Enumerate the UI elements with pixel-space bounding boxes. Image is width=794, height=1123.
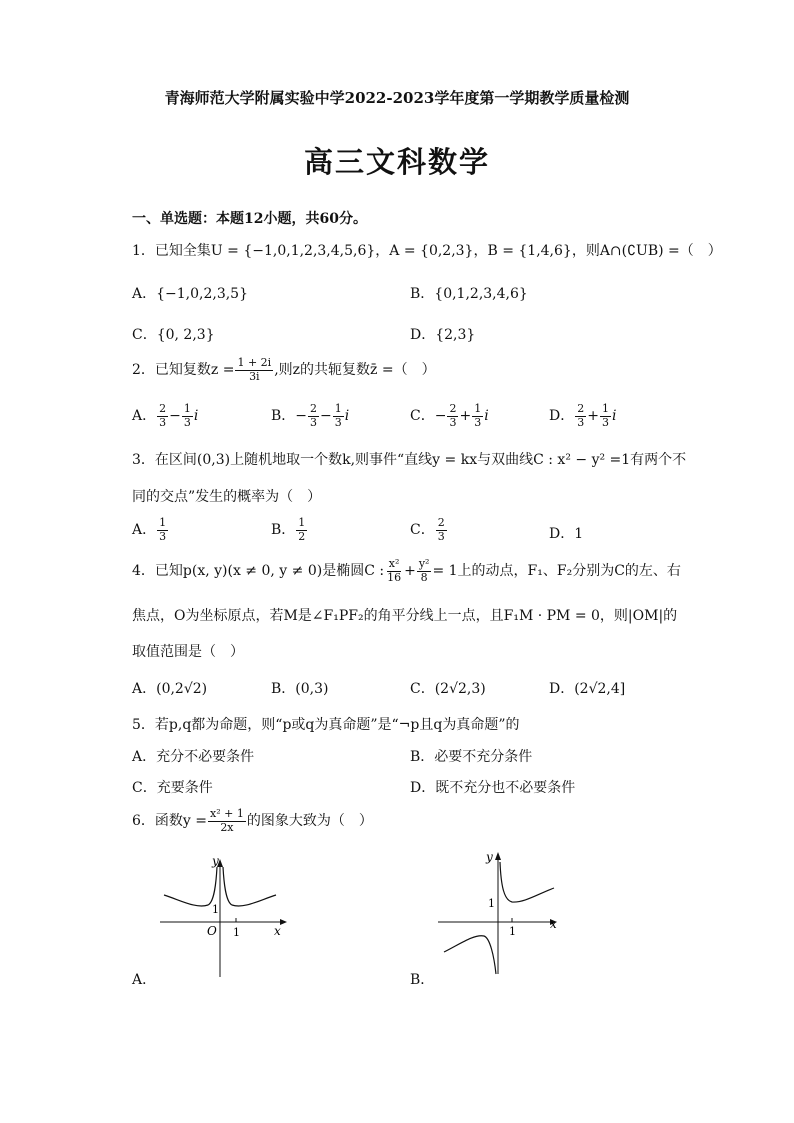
exam-title: 高三文科数学 — [303, 145, 490, 179]
question-6-option-a: A． — [132, 972, 157, 988]
curve-right-branch — [223, 867, 276, 906]
curve-left-branch — [444, 936, 496, 974]
option-label: A． — [132, 522, 157, 539]
question-4-stem-line3: 取值范围是（ ） — [132, 644, 244, 660]
fraction-num: 2 — [449, 402, 457, 415]
stem-text: 的图象大致为（ ） — [246, 813, 373, 830]
fraction-den: 2x — [220, 820, 234, 834]
option-label: D． — [549, 408, 575, 425]
question-2-option-a — [132, 403, 198, 429]
imaginary-unit: i — [193, 408, 199, 425]
imaginary-unit: i — [344, 408, 350, 425]
fraction-den: 3 — [437, 529, 445, 543]
fraction-num: 1 — [298, 516, 306, 529]
question-2-stem — [132, 357, 436, 383]
question-4-option-a: A．(0,2√2) — [132, 681, 208, 697]
question-3-option-d: D．1 — [549, 526, 584, 542]
fraction-num: y² — [418, 557, 430, 570]
fraction-num: 2 — [159, 402, 167, 415]
option-label: B． — [271, 522, 296, 539]
fraction — [296, 517, 307, 543]
imaginary-unit: i — [611, 408, 617, 425]
question-2-option-c — [410, 403, 489, 429]
fraction-den: 3 — [159, 529, 167, 543]
fraction-num: 1 — [159, 516, 167, 529]
question-2-option-b — [271, 403, 349, 429]
question-3-option-c — [410, 517, 448, 543]
question-4-stem-line1 — [132, 558, 681, 584]
fraction — [157, 403, 168, 429]
sign: + — [459, 408, 472, 425]
fraction-den: 3 — [601, 415, 609, 429]
question-2-fraction — [235, 357, 273, 383]
fraction — [333, 403, 344, 429]
curve-left-branch — [164, 867, 217, 906]
question-2-fraction-den: 3i — [249, 369, 260, 383]
fraction-den: 3 — [159, 415, 167, 429]
fraction-num: 1 — [601, 402, 609, 415]
question-3-stem-line2: 同的交点”发生的概率为（ ） — [132, 489, 322, 505]
question-6-option-b: B． — [410, 972, 435, 988]
y-axis-arrow — [495, 852, 501, 860]
fraction-den: 3 — [577, 415, 585, 429]
fraction-den: 2 — [298, 529, 306, 543]
question-1-option-b: B．{0,1,2,3,4,6} — [410, 286, 528, 302]
question-5-stem: 5．若p,q都为命题，则“p或q为真命题”是“¬p且q为真命题”的 — [132, 717, 520, 733]
fraction-num: 1 — [183, 402, 191, 415]
question-2-fraction-num: 1 + 2i — [237, 356, 272, 369]
sign: + — [404, 563, 416, 580]
fraction — [472, 403, 483, 429]
section-heading: 一、单选题：本题12小题，共60分。 — [132, 211, 367, 227]
fraction-num: 2 — [437, 516, 445, 529]
y-axis-label: y — [486, 850, 493, 864]
option-label: C． — [410, 522, 435, 539]
stem-text: 4．已知p(x, y)(x ≠ 0, y ≠ 0)是椭圆C : — [132, 563, 385, 580]
fraction-den: 3 — [310, 415, 318, 429]
option-label: C．− — [410, 408, 447, 425]
fraction-num: 1 — [474, 402, 482, 415]
fraction-num: x² — [388, 557, 400, 570]
sign: − — [169, 408, 181, 425]
question-2-stem-pre: 2．已知复数z = — [132, 362, 235, 379]
fraction — [308, 403, 319, 429]
graph-b — [438, 848, 568, 978]
question-5-option-a: A．充分不必要条件 — [132, 749, 255, 765]
fraction — [182, 403, 193, 429]
fraction-num: x² + 1 — [210, 807, 244, 820]
question-3-stem-line1: 3．在区间(0,3)上随机地取一个数k,则事件“直线y = kx与双曲线C : x² − y² =1有两个不 — [132, 452, 687, 468]
y-axis-label: y — [212, 855, 219, 868]
question-5-option-b: B．必要不充分条件 — [410, 749, 533, 765]
stem-text: = 1上的动点，F₁、F₂分别为C的左、右 — [432, 563, 681, 580]
fraction-num: 2 — [577, 402, 585, 415]
fraction-num: 2 — [310, 402, 318, 415]
question-3-option-a — [132, 517, 169, 543]
fraction — [157, 517, 168, 543]
imaginary-unit: i — [484, 408, 489, 425]
stem-text: 6．函数y = — [132, 813, 207, 830]
fraction-den: 8 — [420, 570, 428, 584]
question-4-stem-line2: 焦点，O为坐标原点，若M是∠F₁PF₂的角平分线上一点，且F₁M · PM = 0，则|OM|的 — [132, 608, 678, 624]
option-label: A． — [132, 408, 157, 425]
question-5-option-c: C．充要条件 — [132, 780, 213, 796]
x-axis-label: x — [550, 917, 557, 931]
question-4-option-b: B．(0,3) — [271, 681, 329, 697]
curve-right-branch — [500, 862, 554, 902]
y-tick-label: 1 — [488, 897, 495, 910]
fraction-den: 3 — [449, 415, 457, 429]
fraction-den: 3 — [183, 415, 191, 429]
y-tick-label: 1 — [212, 903, 219, 916]
question-2-option-d — [549, 403, 616, 429]
question-3-option-b — [271, 517, 308, 543]
x-tick-label: 1 — [509, 925, 516, 938]
fraction-num: 1 — [334, 402, 342, 415]
question-1-option-d: D．{2,3} — [410, 327, 476, 343]
graph-a — [160, 855, 290, 980]
origin-label: O — [207, 924, 217, 938]
x-axis-label: x — [274, 924, 281, 938]
fraction — [208, 808, 246, 834]
sign: − — [320, 408, 332, 425]
question-4-option-c: C．(2√2,3) — [410, 681, 486, 697]
fraction-den: 3 — [334, 415, 342, 429]
question-1-stem: 1．已知全集U = {−1,0,1,2,3,4,5,6}，A = {0,2,3}，B = {1,4,6}，则A∩(∁UB) =（ ） — [132, 243, 722, 259]
question-2-stem-post: ,则z的共轭复数z̄ =（ ） — [274, 362, 436, 379]
fraction — [385, 558, 403, 584]
x-tick-label: 1 — [233, 926, 240, 939]
fraction-den: 3 — [474, 415, 482, 429]
fraction — [575, 403, 586, 429]
fraction — [436, 517, 447, 543]
fraction — [417, 558, 432, 584]
fraction-den: 16 — [387, 570, 402, 584]
fraction — [600, 403, 611, 429]
fraction — [447, 403, 458, 429]
exam-header: 青海师范大学附属实验中学2022-2023学年度第一学期教学质量检测 — [164, 89, 630, 107]
x-axis-arrow — [280, 919, 287, 925]
question-6-stem — [132, 808, 373, 834]
option-label: B．− — [271, 408, 308, 425]
question-1-option-c: C．{0, 2,3} — [132, 327, 215, 343]
question-5-option-d: D．既不充分也不必要条件 — [410, 780, 576, 796]
question-4-option-d: D．(2√2,4] — [549, 681, 626, 697]
sign: + — [587, 408, 599, 425]
question-1-option-a: A．{−1,0,2,3,5} — [132, 286, 248, 302]
